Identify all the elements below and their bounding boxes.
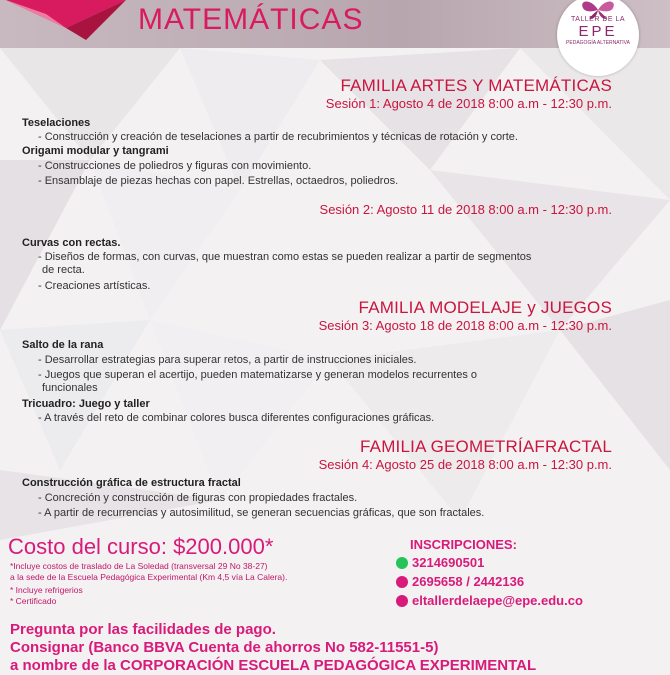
phone-numbers: 2695658 / 2442136 [412,574,525,589]
topic-tricuadro: Tricuadro: Juego y taller [22,398,150,410]
cost-title: Costo del curso: $200.000* [8,534,274,559]
list-item: - Diseños de formas, con curvas, que muestran como estas se pueden realizar a partir de segmentos [38,251,532,263]
topic-fractal: Construcción gráfica de estructura fractal [22,477,241,489]
family-3-title: FAMILIA GEOMETRÍAFRACTAL [360,437,612,456]
paper-plane-icon [6,0,126,40]
topic-salto-rana: Salto de la rana [22,339,104,351]
list-item: - Desarrollar estrategias para superar retos, a partir de instrucciones iniciales. [38,354,417,366]
session-1: Sesión 1: Agosto 4 de 2018 8:00 a.m - 12:30 p.m. [325,96,612,111]
phone-icon [396,576,408,588]
logo-subtitle: PEDAGOGÍA ALTERNATIVA [566,40,630,46]
logo-small-text: TALLER DE LA [570,16,626,23]
list-item: - A través del reto de combinar colores busca diferentes configuraciones gráficas. [38,412,435,424]
list-item: funcionales [42,382,98,394]
whatsapp-icon [396,557,408,569]
list-item: - Concreción y construcción de figuras con propiedades fractales. [38,492,358,504]
list-item: de recta. [42,264,85,276]
inscriptions-title: INSCRIPCIONES: [410,537,517,552]
list-item: - Ensamblaje de piezas hechas con papel. Estrellas, octaedros, poliedros. [38,175,399,187]
topic-teselaciones: Teselaciones [22,117,91,129]
session-2: Sesión 2: Agosto 11 de 2018 8:00 a.m - 12:30 p.m. [319,202,612,217]
list-item: - Construcción y creación de teselaciones a partir de recubrimientos y técnicas de rotación y corte. [38,131,518,143]
list-item: - Juegos que superan el acertijo, pueden matematizarse y generan modelos recurrentes o [38,369,478,381]
cost-note: *Incluye costos de traslado de La Soledad (transversal 29 No 38-27) [10,561,268,571]
payment-line-2: Consignar (Banco BBVA Cuenta de ahorros No 582-11551-5) [10,639,439,656]
payment-line-1: Pregunta por las facilidades de pago. [10,621,276,638]
email-address: eltallerdelaepe@epe.edu.co [412,593,583,608]
cost-note: * Certificado [10,596,57,606]
whatsapp-number: 3214690501 [412,555,485,570]
list-item: - Creaciones artísticas. [38,280,151,292]
session-4: Sesión 4: Agosto 25 de 2018 8:00 a.m - 12:30 p.m. [318,457,612,472]
logo-name: EPE [578,23,618,40]
session-3: Sesión 3: Agosto 18 de 2018 8:00 a.m - 12:30 p.m. [318,318,612,333]
cost-note: * Incluye refrigerios [10,585,83,595]
topic-origami: Origami modular y tangrami [22,145,169,157]
family-1-title: FAMILIA ARTES Y MATEMÁTICAS [340,76,612,95]
cost-note: a la sede de la Escuela Pedagógica Experimental (Km 4,5 vía La Calera). [10,572,288,582]
list-item: - Construcciones de poliedros y figuras con movimiento. [38,160,312,172]
page-title: MATEMÁTICAS [138,3,364,36]
family-2-title: FAMILIA MODELAJE y JUEGOS [358,298,612,317]
payment-line-3: a nombre de la CORPORACIÓN ESCUELA PEDAGÓGICA EXPERIMENTAL [10,657,537,674]
list-item: - A partir de recurrencias y autosimilitud, se generan secuencias gráficas, que son fractales. [38,507,485,519]
topic-curvas: Curvas con rectas. [22,237,121,249]
email-icon [396,595,408,607]
